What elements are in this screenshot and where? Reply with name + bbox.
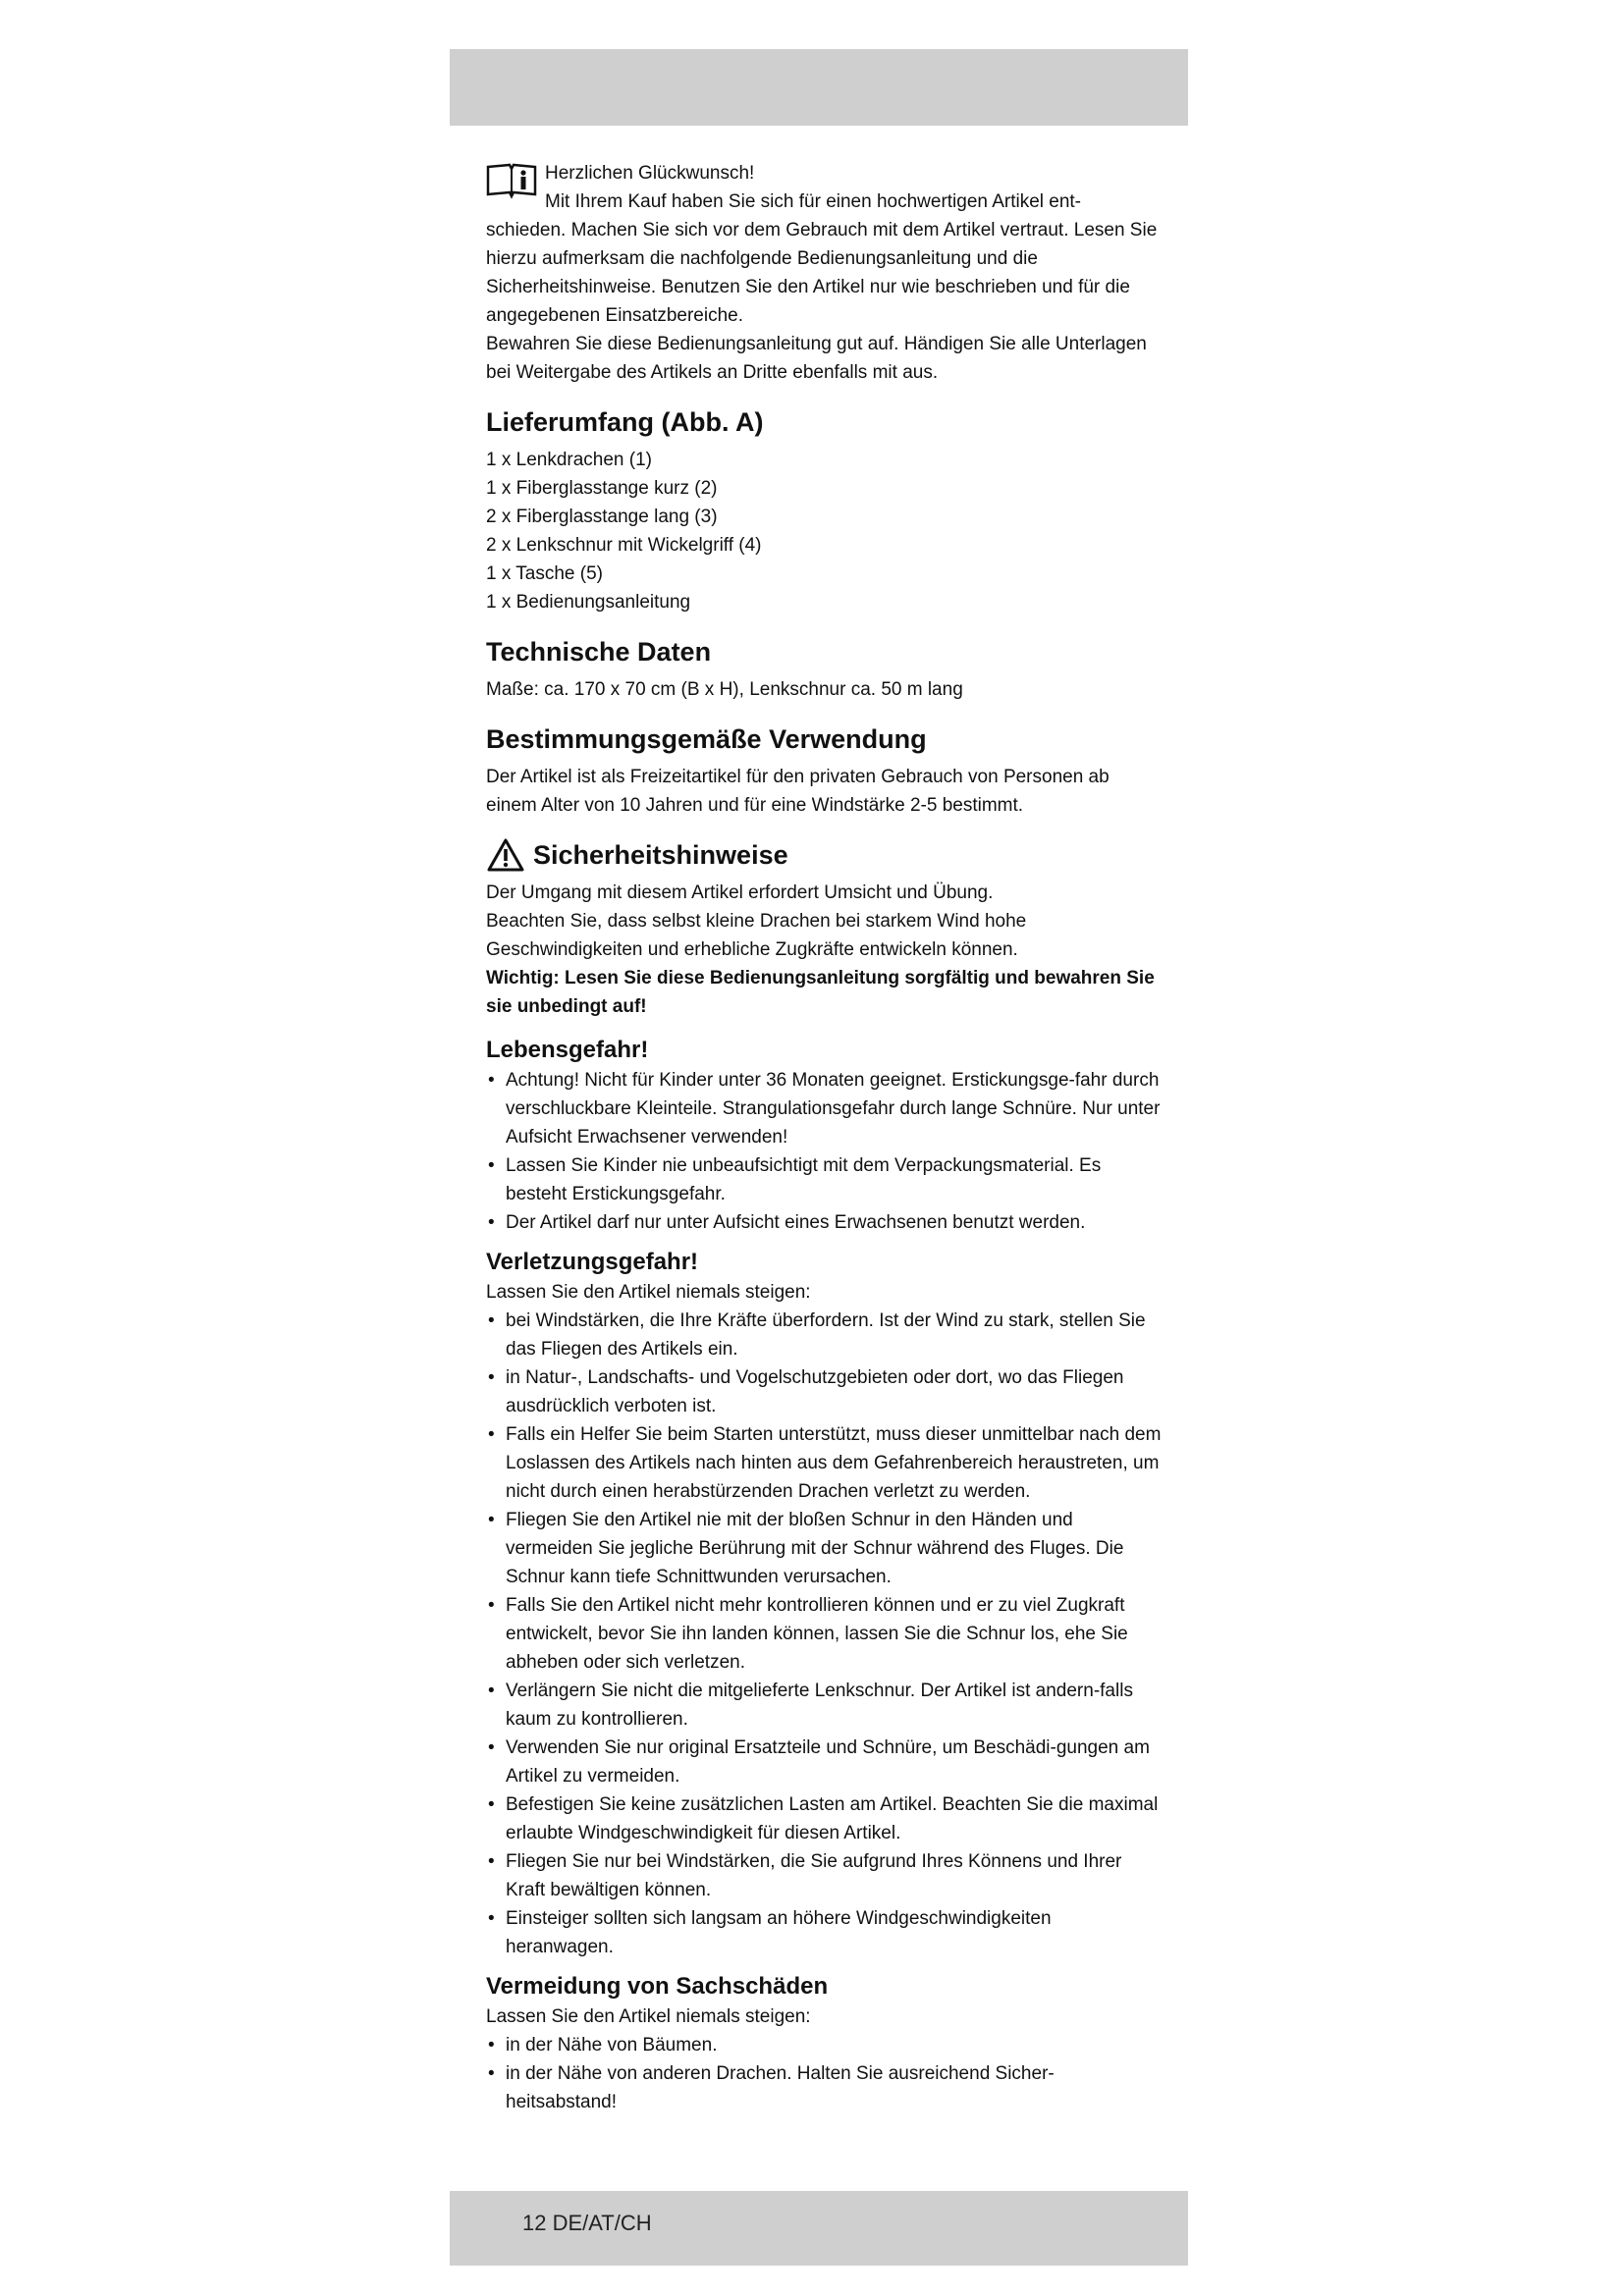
list-item: 1 x Tasche (5) [486,563,603,584]
sachschaeden-list [486,2031,1164,2116]
verletzungsgefahr-intro: Lassen Sie den Artikel niemals steigen: [486,1282,811,1303]
list-item: • in der Nähe von Bäumen. [486,2031,1164,2059]
sachschaeden-intro: Lassen Sie den Artikel niemals steigen: [486,2006,811,2027]
list-item: • Verlängern Sie nicht die mitgelieferte Lenkschnur. Der Artikel ist andern-falls kaum zu kontrollieren. [486,1677,1164,1734]
sicherheit-important: Wichtig: Lesen Sie diese Bedienungsanleitung sorgfältig und bewahren Sie sie unbedingt auf! [486,968,1155,1017]
intro-block [486,159,1164,216]
list-item: • Der Artikel darf nur unter Aufsicht eines Erwachsenen benutzt werden. [486,1208,1164,1237]
intro-title: Herzlichen Glückwunsch! [545,163,755,184]
sicherheit-heading-row [486,837,1164,873]
verwendung-heading: Bestimmungsgemäße Verwendung [486,724,927,754]
verwendung-text: Der Artikel ist als Freizeitartikel für den privaten Gebrauch von Personen ab einem Alter von 10 Jahren und für eine Windstärke 2-5 bestimmt. [486,767,1110,816]
lieferumfang-list [486,446,1164,616]
list-item: • Achtung! Nicht für Kinder unter 36 Monaten geeignet. Erstickungsge-fahr durch verschluckbare Kleinteile. Strangulationsgefahr durch lange Schnüre. Nur unter Aufsicht Erwachsener verwenden! [486,1066,1164,1151]
intro-line1: Mit Ihrem Kauf haben Sie sich für einen hochwertigen Artikel ent- [545,191,1082,212]
list-item: 1 x Lenkdrachen (1) [486,450,652,470]
manual-content [486,159,1164,2116]
lieferumfang-heading: Lieferumfang (Abb. A) [486,407,764,437]
lebensgefahr-list [486,1066,1164,1237]
list-item: • Fliegen Sie den Artikel nie mit der bloßen Schnur in den Händen und vermeiden Sie jegliche Berührung mit der Schnur während des Fluges. Die Schnur kann tiefe Schnittwunden verursachen. [486,1506,1164,1591]
intro-text2: Bewahren Sie diese Bedienungsanleitung gut auf. Händigen Sie alle Unterlagen bei Weitergabe des Artikels an Dritte ebenfalls mit aus. [486,334,1147,383]
sicherheit-text1: Der Umgang mit diesem Artikel erfordert Umsicht und Übung. [486,882,994,903]
list-item: • in Natur-, Landschafts- und Vogelschutzgebieten oder dort, wo das Fliegen ausdrücklich verboten ist. [486,1363,1164,1420]
list-item: 1 x Bedienungsanleitung [486,592,691,613]
header-band [450,49,1188,126]
sicherheit-text2: Beachten Sie, dass selbst kleine Drachen bei starkem Wind hohe Geschwindigkeiten und erhebliche Zugkräfte entwickeln können. [486,911,1027,960]
list-item: • Fliegen Sie nur bei Windstärken, die Sie aufgrund Ihres Könnens und Ihrer Kraft bewältigen können. [486,1847,1164,1904]
list-item: • Verwenden Sie nur original Ersatzteile und Schnüre, um Beschädi-gungen am Artikel zu vermeiden. [486,1734,1164,1790]
sicherheit-heading: Sicherheitshinweise [533,840,788,870]
verletzungsgefahr-list [486,1307,1164,1961]
list-item: • Falls Sie den Artikel nicht mehr kontrollieren können und er zu viel Zugkraft entwickelt, bevor Sie ihn landen können, lassen Sie die Schnur los, ehe Sie abheben oder sich verletzen. [486,1591,1164,1677]
page-number: 12 DE/AT/CH [522,2211,652,2235]
warning-triangle-icon [486,837,525,873]
info-book-icon [486,161,537,200]
technische-daten-heading: Technische Daten [486,637,712,667]
list-item: 1 x Fiberglasstange kurz (2) [486,478,718,499]
list-item: • Befestigen Sie keine zusätzlichen Lasten am Artikel. Beachten Sie die maximal erlaubte Windgeschwindigkeit für diesen Artikel. [486,1790,1164,1847]
list-item: 2 x Fiberglasstange lang (3) [486,507,718,527]
list-item: • Einsteiger sollten sich langsam an höhere Windgeschwindigkeiten heranwagen. [486,1904,1164,1961]
technische-daten-text: Maße: ca. 170 x 70 cm (B x H), Lenkschnur ca. 50 m lang [486,679,963,700]
sachschaeden-heading: Vermeidung von Sachschäden [486,1973,829,2000]
list-item: • bei Windstärken, die Ihre Kräfte überfordern. Ist der Wind zu stark, stellen Sie das Fliegen des Artikels ein. [486,1307,1164,1363]
list-item: • Falls ein Helfer Sie beim Starten unterstützt, muss dieser unmittelbar nach dem Loslassen des Artikels nach hinten aus dem Gefahrenbereich heraustreten, um nicht durch einen herabstürzenden Drachen verletzt zu werden. [486,1420,1164,1506]
list-item: • Lassen Sie Kinder nie unbeaufsichtigt mit dem Verpackungsmaterial. Es besteht Erstickungsgefahr. [486,1151,1164,1208]
list-item: 2 x Lenkschnur mit Wickelgriff (4) [486,535,762,556]
lebensgefahr-heading: Lebensgefahr! [486,1037,649,1063]
list-item: • in der Nähe von anderen Drachen. Halten Sie ausreichend Sicher-heitsabstand! [486,2059,1164,2116]
intro-text: schieden. Machen Sie sich vor dem Gebrauch mit dem Artikel vertraut. Lesen Sie hierzu aufmerksam die nachfolgende Bedienungsanleitung und die Sicherheitshinweise. Benutzen Sie den Artikel nur wie beschrieben und für die angegebenen Einsatzbereiche. [486,220,1158,326]
verletzungsgefahr-heading: Verletzungsgefahr! [486,1249,699,1275]
